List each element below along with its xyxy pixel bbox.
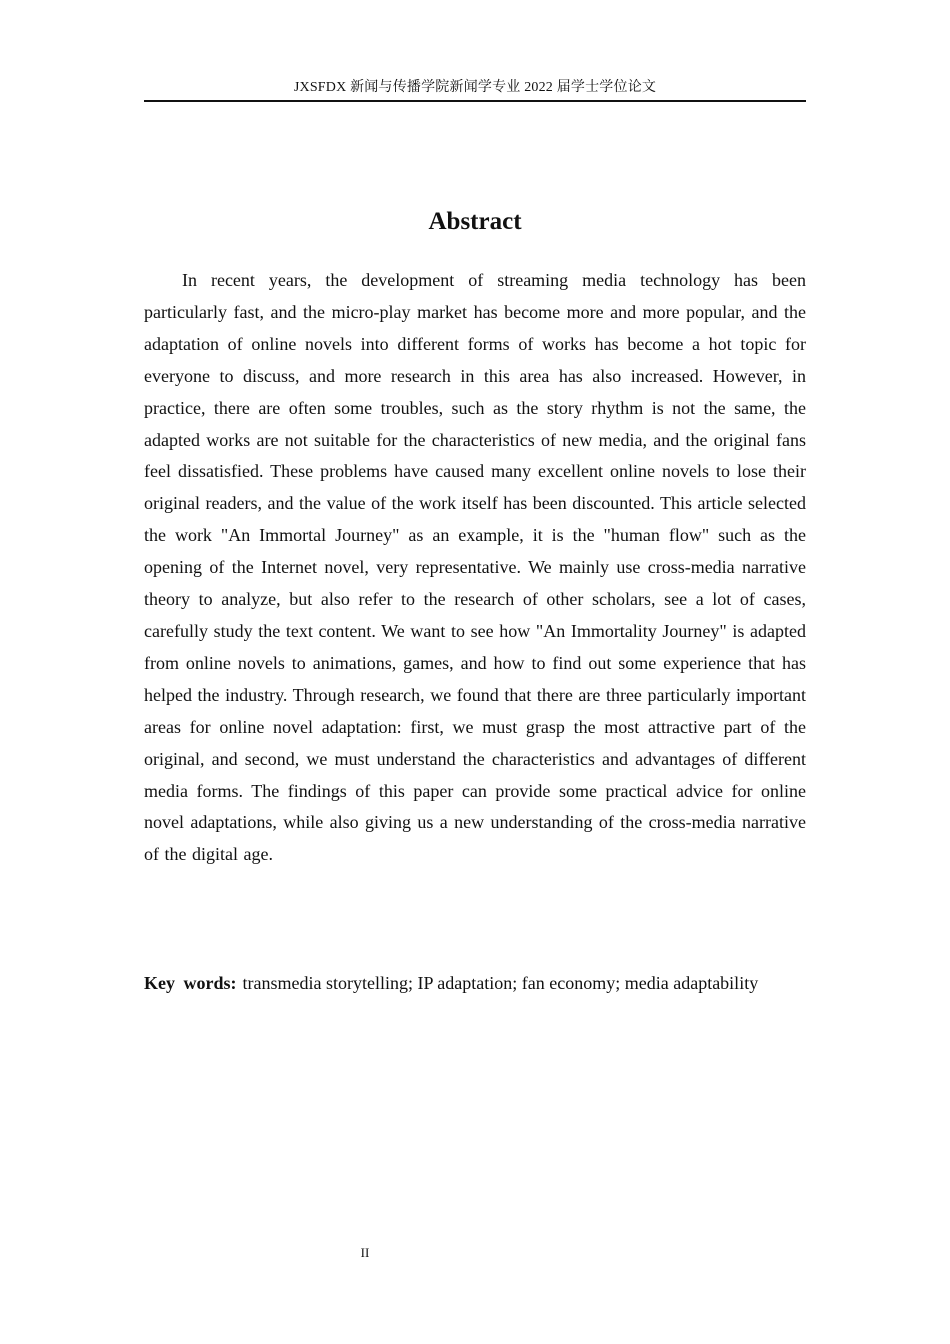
abstract-title: Abstract — [428, 208, 522, 235]
running-header: JXSFDX 新闻与传播学院新闻学专业 2022 届学士学位论文 — [293, 80, 657, 95]
page-number: II — [360, 1245, 370, 1260]
keywords-text: transmedia storytelling; IP adaptation; fan economy; media adaptability — [242, 973, 759, 993]
header-rule — [144, 100, 806, 102]
keywords-line — [144, 967, 824, 999]
keywords-label: Key words: — [144, 973, 237, 993]
abstract-body: In recent years, the development of streaming media technology has been particularly fast, and the micro-play market has become more and more popular, and the adaptation of online novels into different forms of works has become a hot topic for everyone to discuss, and more research in this area has also increased. However, in practice, there are often some troubles, such as the story rhythm is not the same, the adapted works are not suitable for the characteristics of new media, and the original fans feel dissatisfied. These problems have caused many excellent online novels to lose their original readers, and the value of the work itself has been discounted. This article selected the work "An Immortal Journey" as an example, it is the "human flow" such as the opening of the Internet novel, very representative. We mainly use cross-media narrative theory to analyze, but also refer to the research of other scholars, see a lot of cases, carefully study the text content. We want to see how "An Immortality Journey" is adapted from online novels to animations, games, and how to find out some experience that has helped the industry. Through research, we found that there are three particularly important areas for online novel adaptation: first, we must grasp the most attractive part of the original, and second, we must understand the characteristics and advantages of different media forms. The findings of this paper can provide some practical advice for online novel adaptations, while also giving us a new understanding of the cross-media narrative of the digital age. — [144, 270, 806, 865]
